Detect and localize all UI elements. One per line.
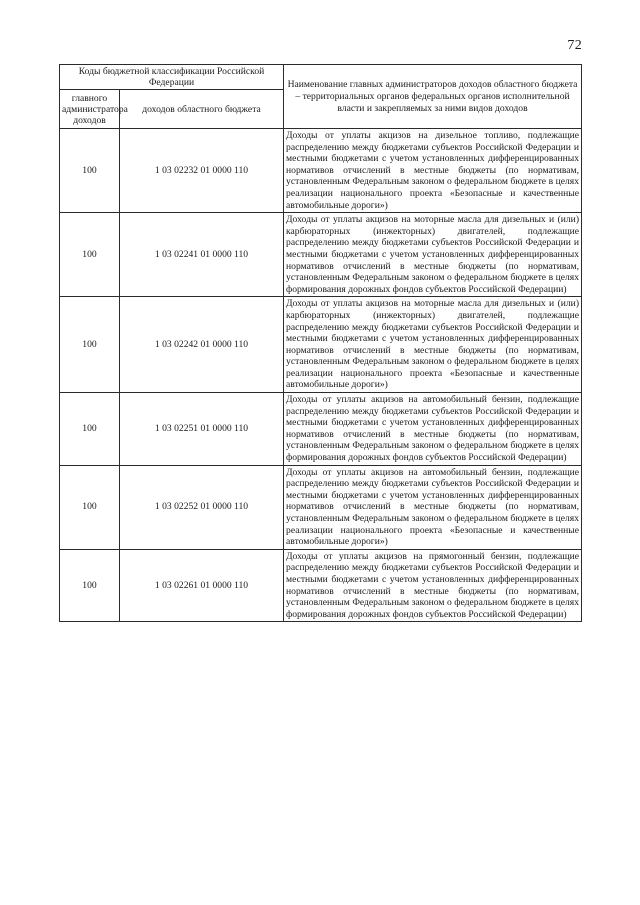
income-description-cell: Доходы от уплаты акцизов на автомобильный бензин, подлежащие распределению между бюджетами субъектов Российской Федерации и местными бюджетами с учетом установленных дифференцированных нормативов отчислений в местные бюджеты (по нормативам, установленным Федеральным законом о федеральном бюджете в целях формирования дорожных фондов субъектов Российской Федерации): [284, 393, 582, 466]
income-code-cell: 1 03 02252 01 0000 110: [120, 465, 284, 549]
table-row: [60, 129, 582, 213]
income-description-cell: Доходы от уплаты акцизов на моторные масла для дизельных и (или) карбюраторных (инжекторных) двигателей, подлежащие распределению между бюджетами субъектов Российской Федерации и местными бюджетами с учетом установленных дифференцированных нормативов отчислений в местные бюджеты (по нормативам, установленным Федеральным законом о федеральном бюджете в целях реализации национального проекта «Безопасные и качественные автомобильные дороги»): [284, 297, 582, 393]
income-description-cell: Доходы от уплаты акцизов на моторные масла для дизельных и (или) карбюраторных (инжекторных) двигателей, подлежащие распределению между бюджетами субъектов Российской Федерации и местными бюджетами с учетом установленных дифференцированных нормативов отчислений в местные бюджеты (по нормативам, установленным Федеральным законом о федеральном бюджете в целях формирования дорожных фондов субъектов Российской Федерации): [284, 213, 582, 297]
table-row: [60, 393, 582, 466]
table-header: [60, 65, 582, 129]
table-row: [60, 213, 582, 297]
table-row: [60, 297, 582, 393]
income-code-cell: 1 03 02241 01 0000 110: [120, 213, 284, 297]
admin-code-cell: 100: [60, 393, 120, 466]
table-row: [60, 465, 582, 549]
admin-code-cell: 100: [60, 213, 120, 297]
header-budget-codes: Коды бюджетной классификации Российской Федерации: [60, 65, 284, 90]
header-row-top: [60, 65, 582, 90]
income-code-cell: 1 03 02242 01 0000 110: [120, 297, 284, 393]
income-code-cell: 1 03 02232 01 0000 110: [120, 129, 284, 213]
admin-code-cell: 100: [60, 549, 120, 622]
page-number: 72: [567, 38, 582, 53]
admin-code-cell: 100: [60, 129, 120, 213]
table-row: [60, 549, 582, 622]
income-description-cell: Доходы от уплаты акцизов на автомобильный бензин, подлежащие распределению между бюджетами субъектов Российской Федерации и местными бюджетами с учетом установленных дифференцированных нормативов отчислений в местные бюджеты (по нормативам, установленным Федеральным законом о федеральном бюджете в целях реализации национального проекта «Безопасные и качественные автомобильные дороги»): [284, 465, 582, 549]
budget-classification-table: [59, 64, 582, 622]
admin-code-cell: 100: [60, 297, 120, 393]
admin-code-cell: 100: [60, 465, 120, 549]
income-code-cell: 1 03 02261 01 0000 110: [120, 549, 284, 622]
header-regional-income: доходов областного бюджета: [120, 90, 284, 129]
header-main-administrator: главного администратора доходов: [60, 90, 120, 129]
income-description-cell: Доходы от уплаты акцизов на прямогонный бензин, подлежащие распределению между бюджетами субъектов Российской Федерации и местными бюджетами с учетом установленных дифференцированных нормативов отчислений в местные бюджеты (по нормативам, установленным Федеральным законом о федеральном бюджете в целях формирования дорожных фондов субъектов Российской Федерации): [284, 549, 582, 622]
header-administrator-name: Наименование главных администраторов доходов областного бюджета – территориальных органов федеральных органов исполнительной власти и закрепляемых за ними видов доходов: [284, 65, 582, 129]
income-description-cell: Доходы от уплаты акцизов на дизельное топливо, подлежащие распределению между бюджетами субъектов Российской Федерации и местными бюджетами с учетом установленных дифференцированных нормативов отчислений в местные бюджеты (по нормативам, установленным Федеральным законом о федеральном бюджете в целях реализации национального проекта «Безопасные и качественные автомобильные дороги»): [284, 129, 582, 213]
income-code-cell: 1 03 02251 01 0000 110: [120, 393, 284, 466]
table-body: [60, 129, 582, 622]
